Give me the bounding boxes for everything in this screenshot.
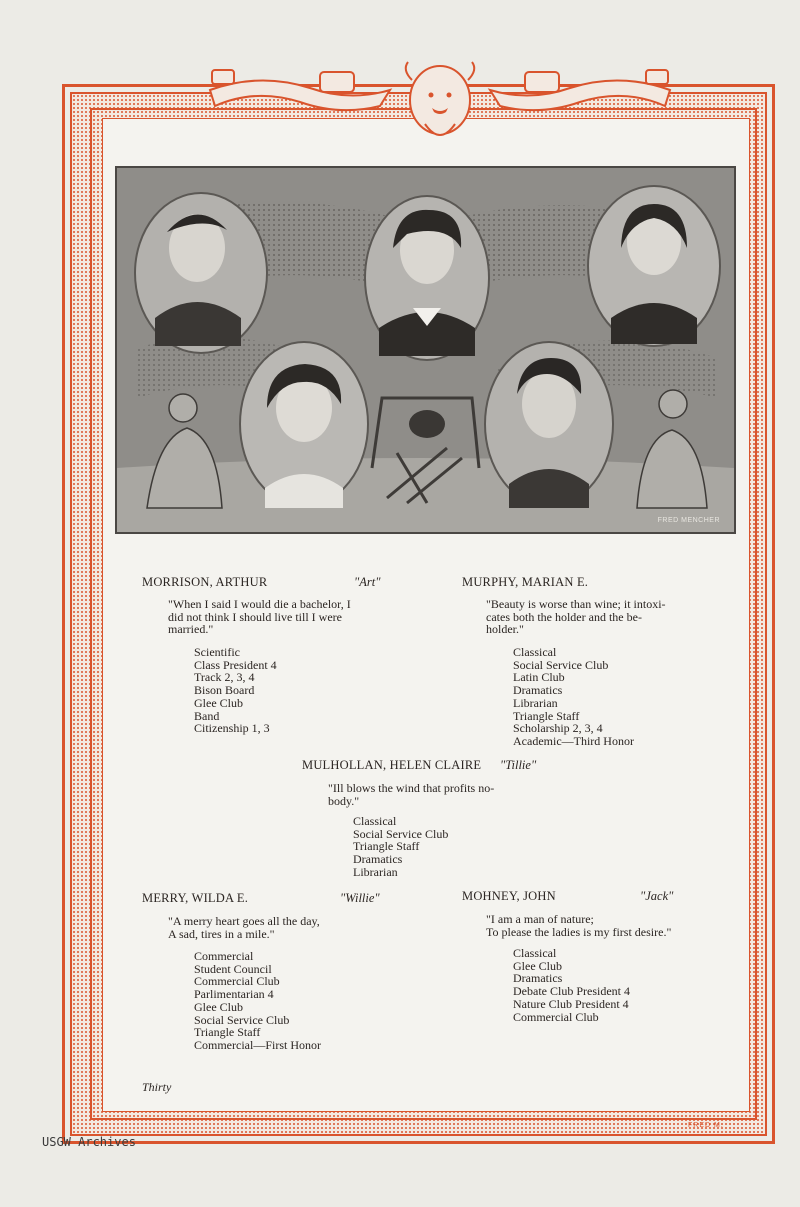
quote-line: holder." <box>486 622 524 637</box>
activities-list <box>194 950 321 1052</box>
entry-quote <box>328 782 494 807</box>
activity-item: Dramatics <box>513 683 563 698</box>
portrait-panel <box>115 166 736 534</box>
entry-name: MORRISON, ARTHUR <box>142 575 268 589</box>
quote-line: "When I said I would die a bachelor, I <box>168 597 351 611</box>
activities-list <box>513 646 634 748</box>
entry-nickname: "Art" <box>354 575 381 589</box>
frame-signature: FRED M. <box>688 1122 724 1129</box>
activity-item: Commercial Club <box>194 974 280 989</box>
entry-quote <box>486 598 666 636</box>
activity-item: Dramatics <box>513 971 563 986</box>
activity-item: Debate Club President 4 <box>513 984 630 999</box>
activity-item: Latin Club <box>513 670 565 685</box>
activity-item: Triangle Staff <box>513 708 580 723</box>
entry-nickname: "Jack" <box>640 889 674 903</box>
quote-line: did not think I should live till I were <box>168 609 342 624</box>
quote-line: married." <box>168 622 214 637</box>
activity-item: Glee Club <box>194 999 243 1014</box>
activity-item: Librarian <box>513 695 558 710</box>
quote-line: A sad, tires in a mile." <box>168 926 275 941</box>
quote-line: cates both the holder and the be- <box>486 609 642 624</box>
quote-line: "A merry heart goes all the day, <box>168 914 320 928</box>
entry-name: MOHNEY, JOHN <box>462 889 556 903</box>
entry-name: MERRY, WILDA E. <box>142 891 249 905</box>
entry-quote <box>168 915 320 940</box>
activity-item: Nature Club President 4 <box>513 996 629 1011</box>
photo-signature: FRED MENCHER <box>657 517 720 524</box>
entry-quote <box>486 913 671 938</box>
archive-watermark: USGW Archives <box>42 1135 136 1149</box>
activity-item: Academic—Third Honor <box>513 733 634 748</box>
quote-line: To please the ladies is my first desire." <box>486 924 672 939</box>
quote-line: body." <box>328 793 360 808</box>
activity-item: Classical <box>353 814 397 828</box>
activity-item: Triangle Staff <box>353 839 420 854</box>
activity-item: Glee Club <box>194 695 243 710</box>
activity-item: Social Service Club <box>513 657 609 672</box>
activity-item: Citizenship 1, 3 <box>194 721 270 736</box>
activity-item: Commercial—First Honor <box>194 1037 321 1052</box>
activity-item: Parlimentarian 4 <box>194 987 274 1002</box>
quote-line: "Beauty is worse than wine; it intoxi- <box>486 597 666 611</box>
activity-item: Classical <box>513 946 557 960</box>
activities-list <box>194 646 277 735</box>
activity-item: Scholarship 2, 3, 4 <box>513 721 603 736</box>
activity-item: Glee Club <box>513 958 562 973</box>
entry-nickname: "Willie" <box>340 891 380 905</box>
portrait-illustration <box>117 168 734 532</box>
activity-item: Commercial <box>194 949 254 963</box>
activity-item: Commercial Club <box>513 1009 599 1024</box>
activity-item: Band <box>194 708 220 723</box>
quote-line: "Ill blows the wind that profits no- <box>328 781 495 795</box>
page-number: Thirty <box>142 1080 172 1094</box>
activity-item: Social Service Club <box>194 1012 290 1027</box>
activity-item: Social Service Club <box>353 826 449 841</box>
activity-item: Bison Board <box>194 683 255 698</box>
activity-item: Librarian <box>353 864 398 879</box>
entry-name: MULHOLLAN, HELEN CLAIRE <box>302 758 482 772</box>
activities-list <box>513 947 630 1023</box>
activity-item: Classical <box>513 645 557 659</box>
activity-item: Dramatics <box>353 852 403 867</box>
activity-item: Scientific <box>194 645 240 659</box>
activity-item: Track 2, 3, 4 <box>194 670 255 685</box>
activity-item: Student Council <box>194 961 272 976</box>
quote-line: "I am a man of nature; <box>486 912 594 926</box>
activity-item: Class President 4 <box>194 657 277 672</box>
activity-item: Triangle Staff <box>194 1025 261 1040</box>
entry-name: MURPHY, MARIAN E. <box>462 575 589 589</box>
ribbon-bison-ornament <box>200 50 680 150</box>
activities-list <box>353 815 448 879</box>
entry-quote <box>168 598 351 636</box>
entry-nickname: "Tillie" <box>500 758 537 772</box>
